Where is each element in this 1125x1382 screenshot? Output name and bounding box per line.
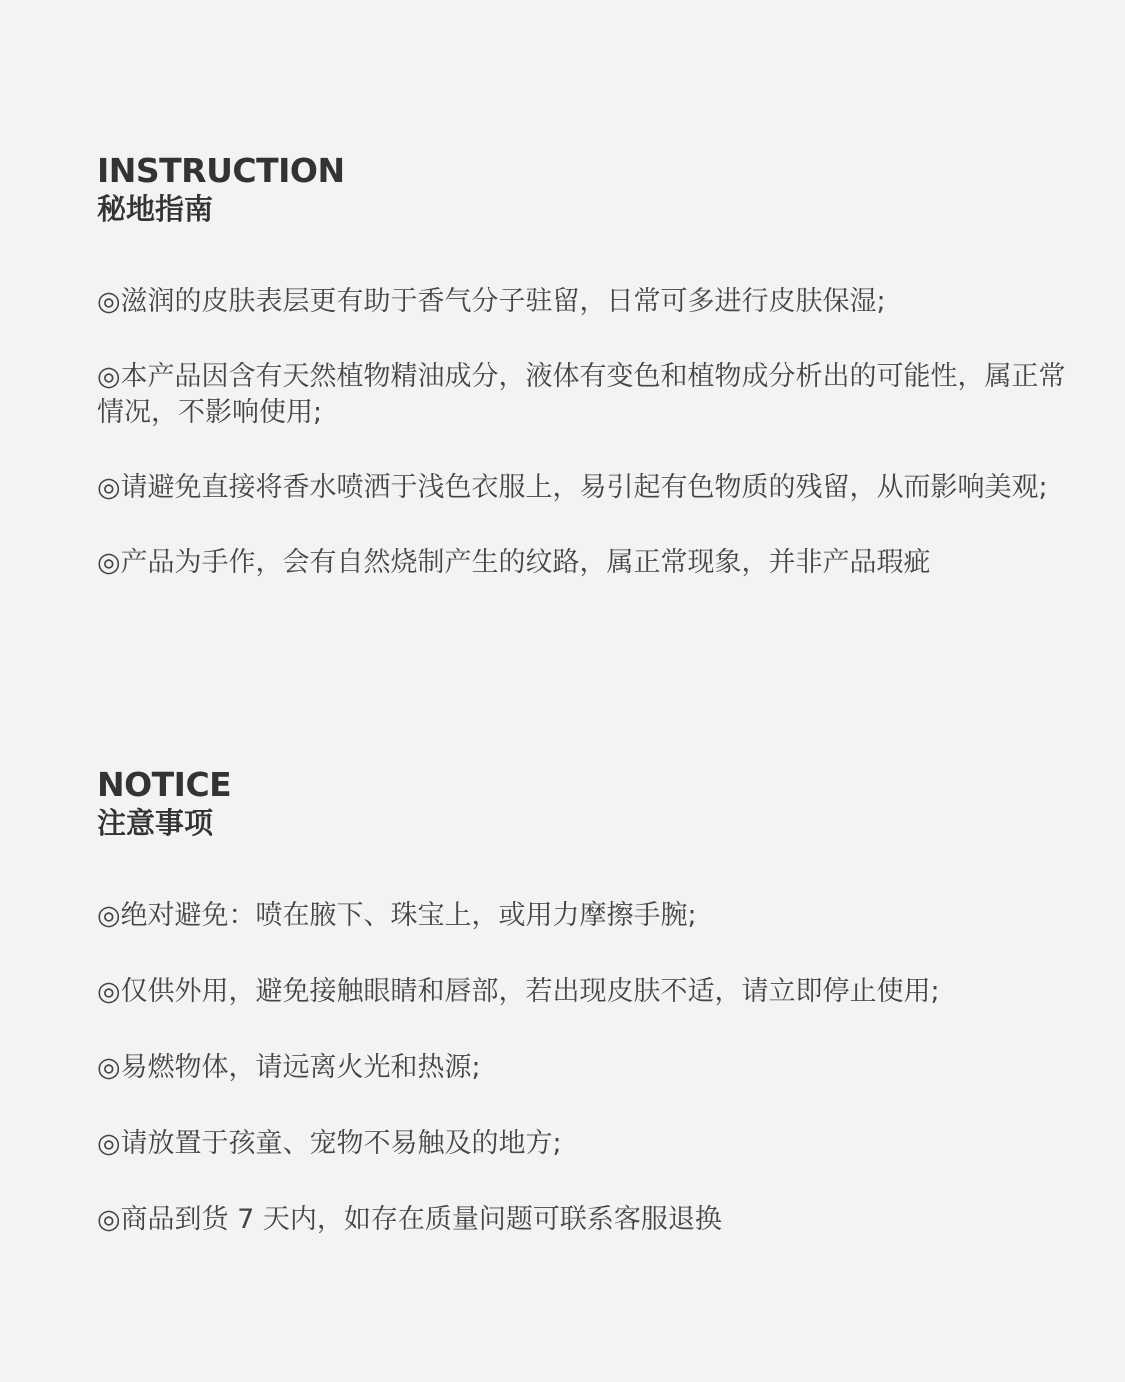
instruction-item: ◎滋润的皮肤表层更有助于香气分子驻留，日常可多进行皮肤保湿; <box>97 286 886 317</box>
notice-item: ◎绝对避免：喷在腋下、珠宝上，或用力摩擦手腕; <box>97 900 697 931</box>
instruction-list <box>97 284 1077 581</box>
notice-item: ◎易燃物体，请远离火光和热源; <box>97 1052 481 1083</box>
instruction-item: ◎请避免直接将香水喷洒于浅色衣服上，易引起有色物质的残留，从而影响美观; <box>97 472 1048 503</box>
instruction-item: ◎产品为手作，会有自然烧制产生的纹路，属正常现象，并非产品瑕疵 <box>97 547 931 578</box>
notice-item: ◎仅供外用，避免接触眼睛和唇部，若出现皮肤不适，请立即停止使用; <box>97 976 940 1007</box>
notice-item: ◎商品到货 7 天内，如存在质量问题可联系客服退换 <box>97 1204 722 1235</box>
instruction-item: ◎本产品因含有天然植物精油成分，液体有变色和植物成分析出的可能性，属正常情况，不影响使用; <box>97 361 1066 428</box>
notice-list <box>97 898 1077 1238</box>
notice-section <box>97 766 1077 1278</box>
instruction-title-cn: 秘地指南 <box>97 192 214 226</box>
instruction-title-en: INSTRUCTION <box>97 151 345 190</box>
instruction-section <box>97 152 1077 620</box>
notice-title-en: NOTICE <box>97 765 232 804</box>
notice-title-cn: 注意事项 <box>97 806 214 840</box>
notice-item: ◎请放置于孩童、宠物不易触及的地方; <box>97 1128 562 1159</box>
